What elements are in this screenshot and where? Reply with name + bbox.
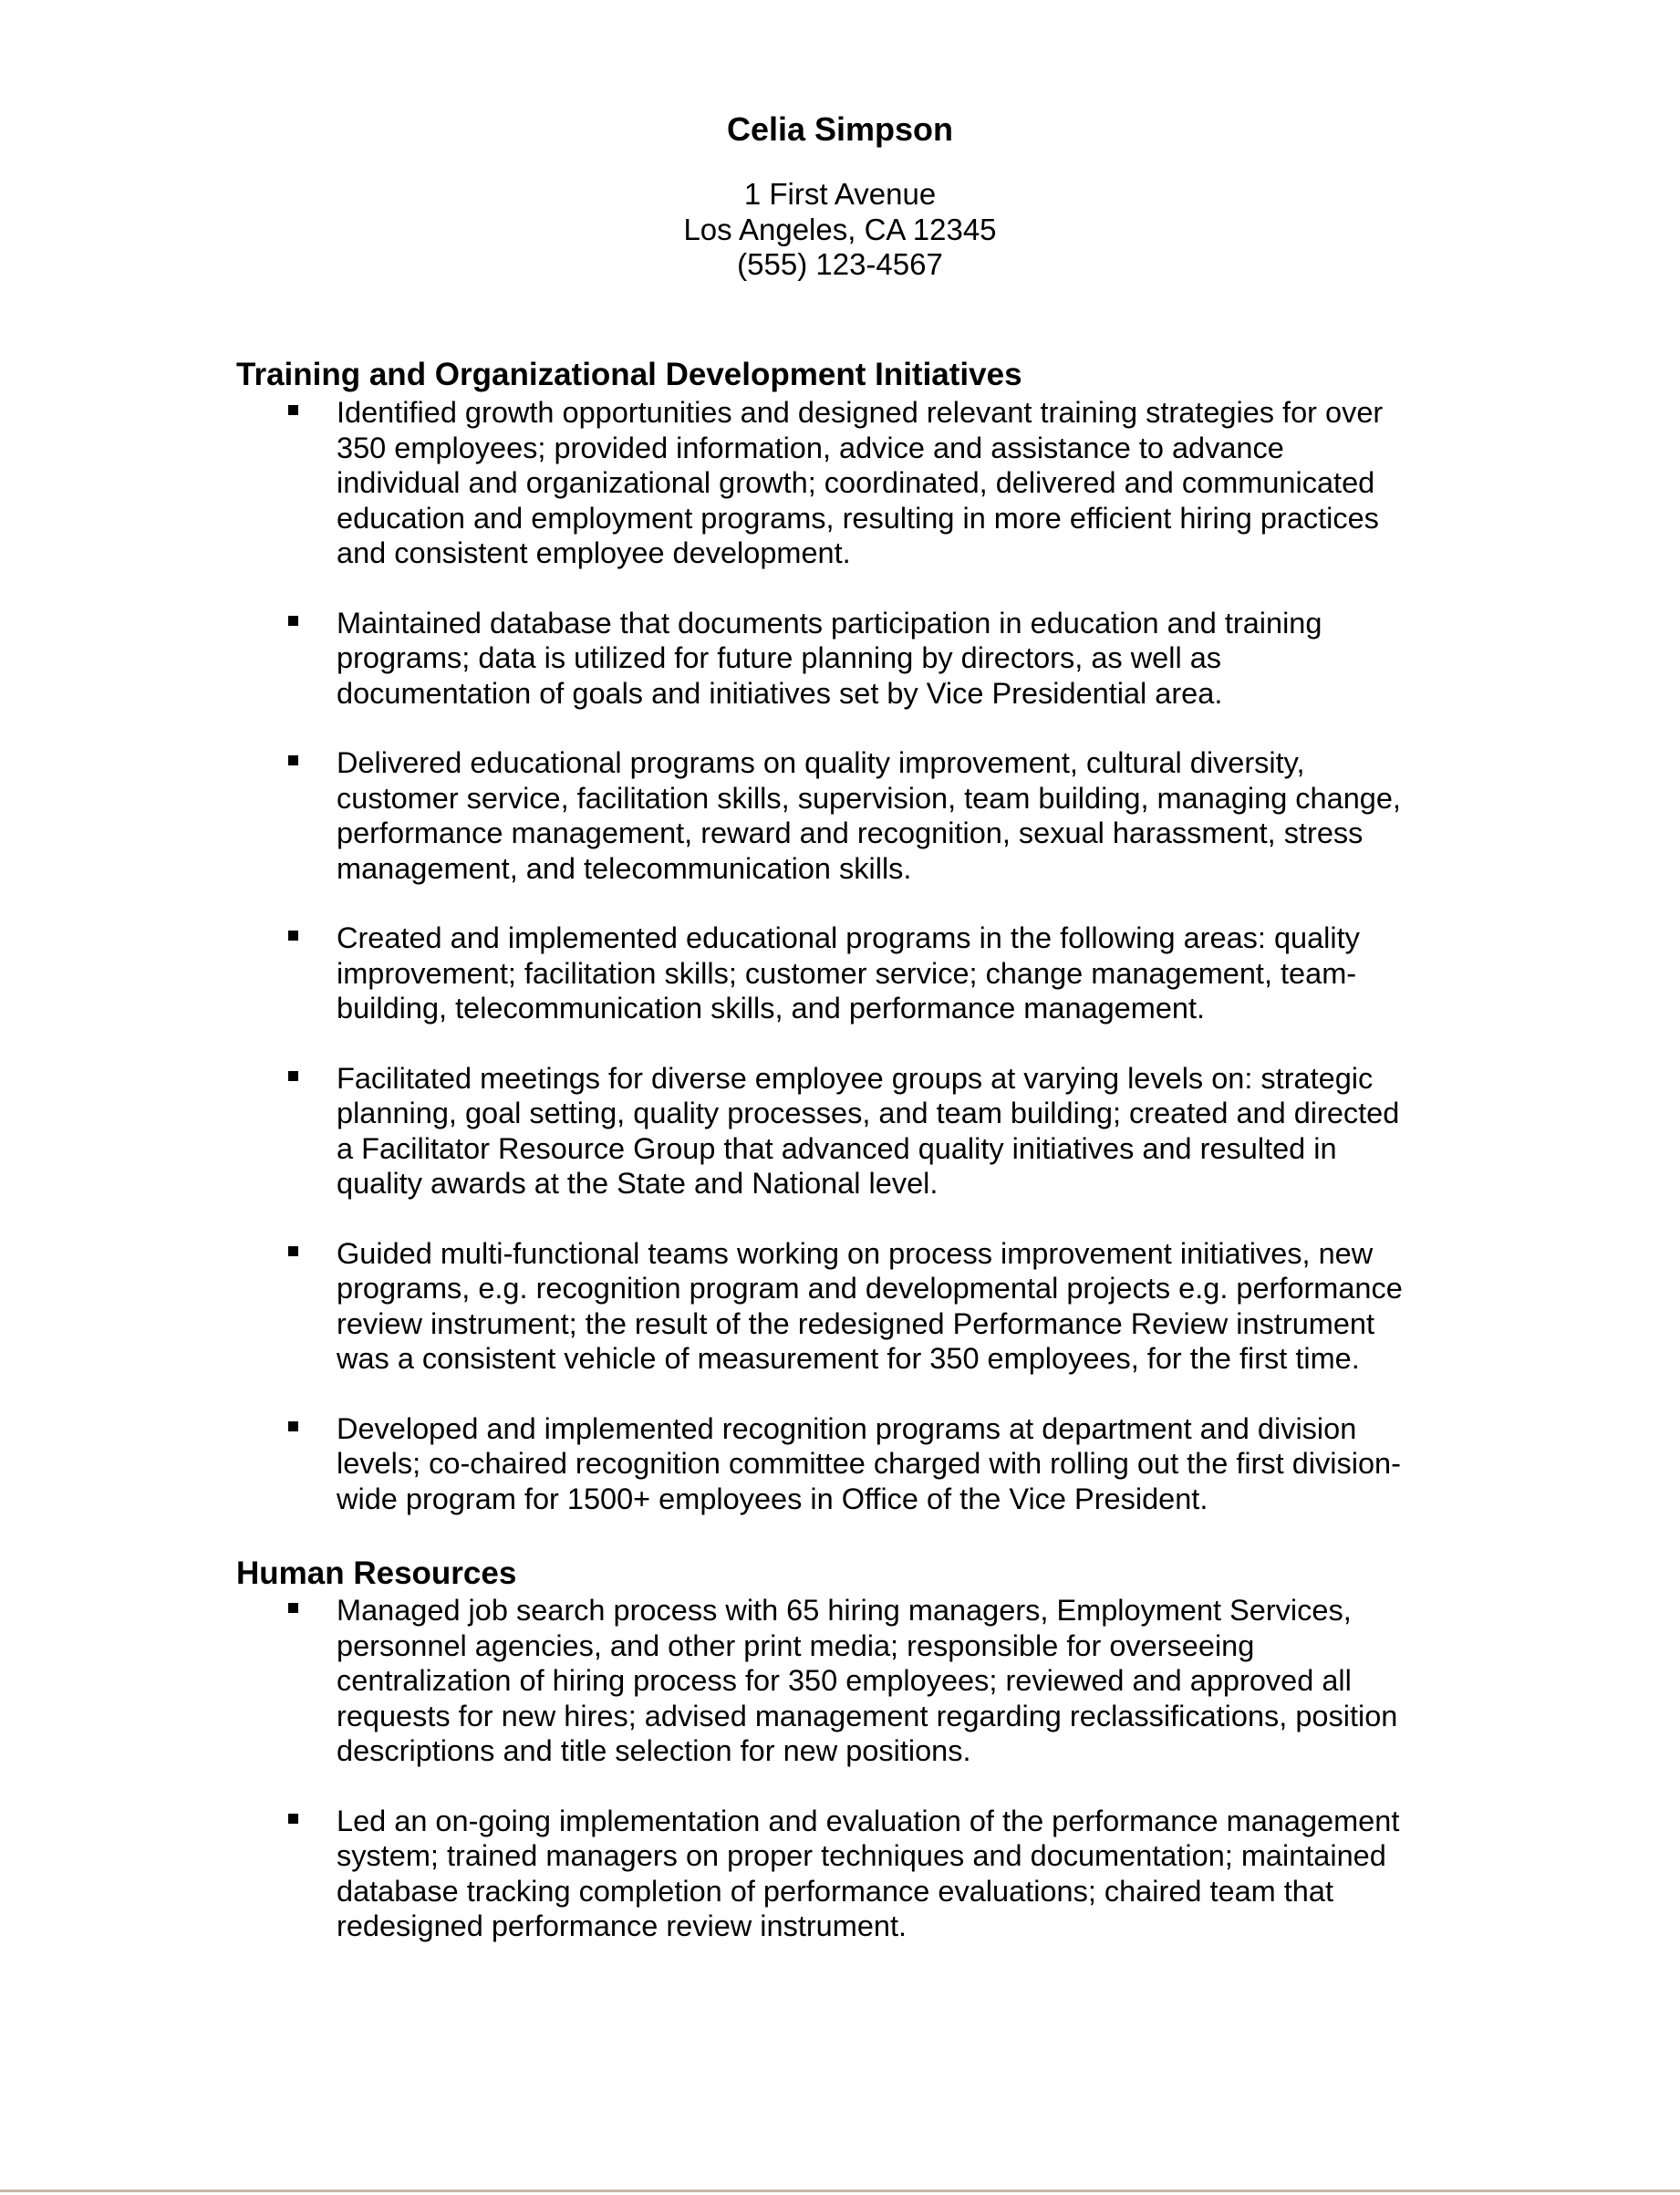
bullet-text xyxy=(337,606,1463,712)
bullet-line: review instrument; the result of the redesigned Performance Review instrument xyxy=(337,1306,1375,1340)
bullet-line: 350 employees; provided information, advice and assistance to advance xyxy=(337,431,1284,464)
list-item xyxy=(0,1236,1680,1377)
bullet-text xyxy=(337,745,1463,886)
bullet-line: a Facilitator Resource Group that advanced quality initiatives and resulted in xyxy=(337,1131,1337,1165)
bullet-line: levels; co-chaired recognition committee charged with rolling out the first division- xyxy=(337,1447,1401,1480)
list-item xyxy=(0,606,1680,712)
bullet-line: quality awards at the State and National level. xyxy=(337,1167,939,1200)
contact-block xyxy=(0,177,1680,283)
bullet-line: documentation of goals and initiatives set by Vice Presidential area. xyxy=(337,676,1223,710)
bullet-line: Led an on-going implementation and evaluation of the performance management xyxy=(337,1804,1400,1837)
candidate-name: Celia Simpson xyxy=(726,110,954,148)
section-title-training: Training and Organizational Development Initiatives xyxy=(236,357,1022,392)
square-bullet-icon xyxy=(288,1603,298,1613)
bullet-text xyxy=(337,921,1463,1026)
bullet-line: Delivered educational programs on quality improvement, cultural diversity, xyxy=(337,746,1305,779)
bullet-line: Maintained database that documents participation in education and training xyxy=(337,606,1322,640)
list-item xyxy=(0,1061,1680,1202)
bullet-line: Developed and implemented recognition programs at department and division xyxy=(337,1411,1357,1445)
bullet-line: education and employment programs, resulting in more efficient hiring practices xyxy=(337,501,1379,535)
bullet-line: Facilitated meetings for diverse employee groups at varying levels on: strategic xyxy=(337,1061,1374,1095)
square-bullet-icon xyxy=(288,1814,298,1824)
list-item xyxy=(0,921,1680,1026)
bullet-line: was a consistent vehicle of measurement for 350 employees, for the first time. xyxy=(337,1342,1360,1375)
page-bottom-edge xyxy=(0,2190,1680,2192)
bullet-line: planning, goal setting, quality processes, and team building; created and directed xyxy=(337,1097,1400,1129)
bullet-line: improvement; facilitation skills; customer service; change management, team- xyxy=(337,956,1357,990)
bullet-line: requests for new hires; advised management regarding reclassifications, position xyxy=(337,1699,1398,1732)
list-item xyxy=(0,1411,1680,1517)
section-title-human-resources: Human Resources xyxy=(236,1555,517,1591)
bullet-line: management, and telecommunication skills. xyxy=(337,851,912,885)
bullet-line: personnel agencies, and other print media; responsible for overseeing xyxy=(337,1628,1255,1662)
bullet-text xyxy=(337,1061,1463,1202)
square-bullet-icon xyxy=(288,931,298,941)
bullet-line: programs, e.g. recognition program and developmental projects e.g. performance xyxy=(337,1272,1403,1305)
list-item xyxy=(0,395,1680,571)
bullet-line: building, telecommunication skills, and performance management. xyxy=(337,992,1206,1025)
bullet-line: individual and organizational growth; coordinated, delivered and communicated xyxy=(337,466,1375,499)
bullet-line: performance management, reward and recognition, sexual harassment, stress xyxy=(337,817,1364,849)
square-bullet-icon xyxy=(288,1421,298,1431)
bullet-line: redesigned performance review instrument. xyxy=(337,1909,907,1942)
bullet-line: system; trained managers on proper techniques and documentation; maintained xyxy=(337,1839,1386,1872)
square-bullet-icon xyxy=(288,755,298,765)
address-line-2: Los Angeles, CA 12345 xyxy=(683,212,997,246)
bullet-text xyxy=(337,1593,1463,1769)
phone-number: (555) 123-4567 xyxy=(737,247,943,281)
list-item xyxy=(0,1804,1680,1944)
section-list-training xyxy=(0,395,1680,1551)
bullet-text xyxy=(337,395,1463,571)
list-item xyxy=(0,745,1680,886)
bullet-line: and consistent employee development. xyxy=(337,536,851,569)
address-line-1: 1 First Avenue xyxy=(743,177,937,211)
bullet-line: Managed job search process with 65 hiring managers, Employment Services, xyxy=(337,1594,1352,1627)
bullet-text xyxy=(337,1411,1463,1517)
bullet-line: centralization of hiring process for 350 employees; reviewed and approved all xyxy=(337,1664,1352,1697)
bullet-line: customer service, facilitation skills, supervision, team building, managing change, xyxy=(337,781,1401,815)
bullet-line: Identified growth opportunities and designed relevant training strategies for over xyxy=(337,396,1384,429)
list-item xyxy=(0,1593,1680,1769)
square-bullet-icon xyxy=(288,616,298,626)
square-bullet-icon xyxy=(288,405,298,415)
bullet-line: descriptions and title selection for new positions. xyxy=(337,1734,971,1767)
bullet-line: programs; data is utilized for future planning by directors, as well as xyxy=(337,641,1222,674)
section-list-human-resources xyxy=(0,1593,1680,1979)
bullet-line: Guided multi-functional teams working on process improvement initiatives, new xyxy=(337,1236,1374,1270)
bullet-line: wide program for 1500+ employees in Office of the Vice President. xyxy=(337,1482,1208,1515)
bullet-text xyxy=(337,1236,1463,1377)
square-bullet-icon xyxy=(288,1071,298,1081)
bullet-line: Created and implemented educational programs in the following areas: quality xyxy=(337,921,1360,954)
bullet-line: database tracking completion of performance evaluations; chaired team that xyxy=(337,1874,1333,1908)
square-bullet-icon xyxy=(288,1246,298,1256)
bullet-text xyxy=(337,1804,1463,1944)
